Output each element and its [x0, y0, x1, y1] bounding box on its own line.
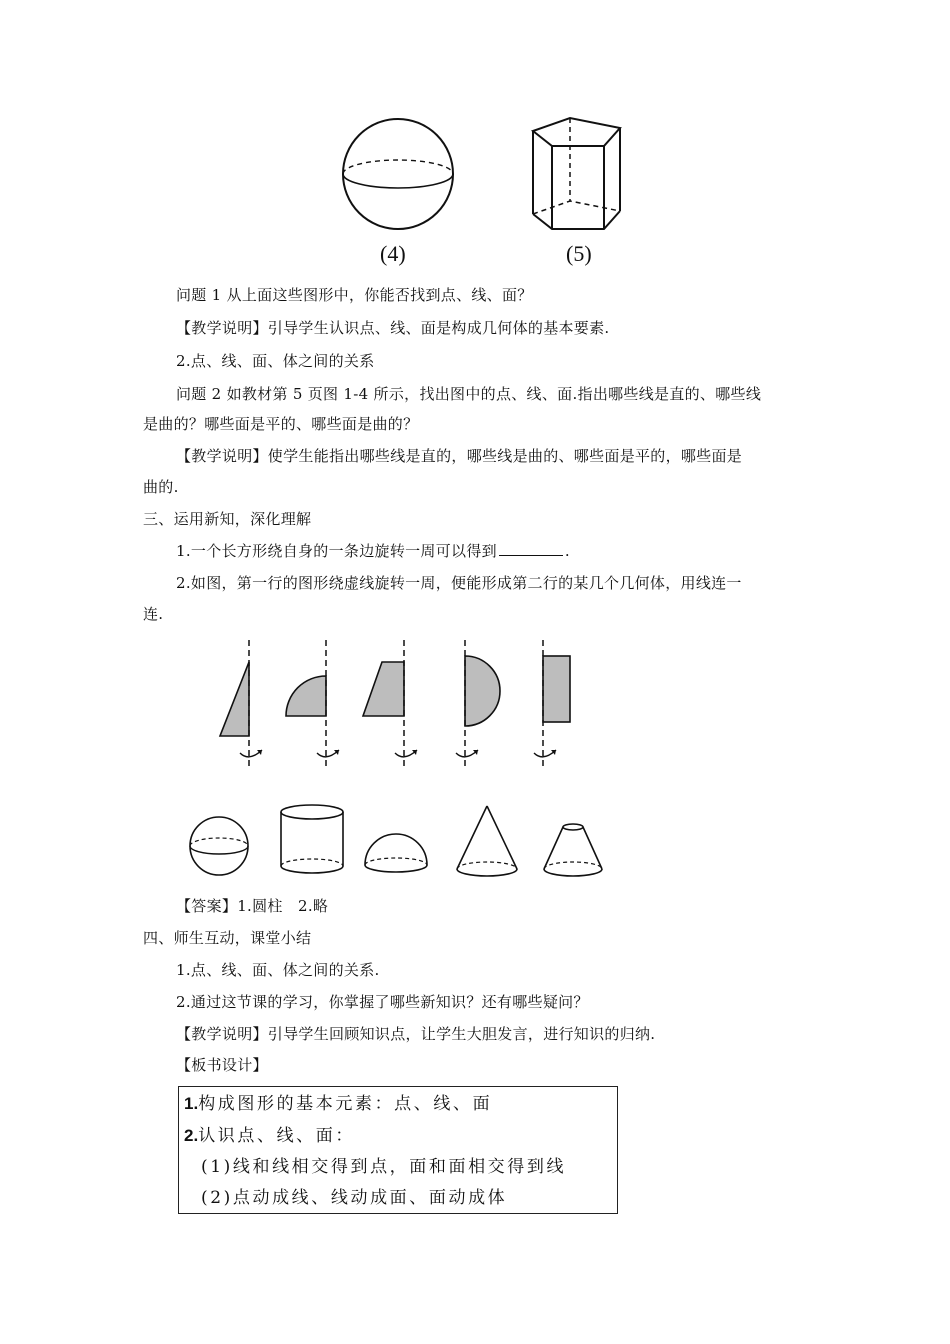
- rectangle-figure: [534, 640, 570, 766]
- figure-label-5: (5): [566, 241, 592, 266]
- board-line-1-text: 构成图形的基本元素：点、线、面: [198, 1094, 493, 1114]
- exercise-1-end: .: [564, 542, 570, 560]
- exercise-2-line-1: 2.如图，第一行的图形绕虚线旋转一周，便能形成第二行的某几个几何体，用线连一: [176, 574, 742, 592]
- cone: [457, 806, 517, 876]
- board-line-1-number: 1.: [184, 1094, 199, 1113]
- summary-1: 1.点、线、面、体之间的关系.: [176, 961, 380, 979]
- question-2-line-2: 是曲的？哪些面是平的、哪些面是曲的？: [143, 415, 419, 433]
- solids-row: [185, 803, 605, 883]
- teaching-note-2-line-2: 曲的.: [143, 478, 179, 496]
- trapezoid-figure: [363, 640, 417, 766]
- section-2-heading: 2.点、线、面、体之间的关系: [176, 352, 375, 370]
- board-design-title: 【板书设计】: [176, 1056, 268, 1074]
- teaching-note-1: 【教学说明】引导学生认识点、线、面是构成几何体的基本要素.: [176, 319, 610, 337]
- prism-figure: [530, 116, 625, 236]
- board-line-2: [184, 1124, 355, 1148]
- hemisphere: [365, 834, 427, 872]
- teaching-note-2-line-1: 【教学说明】使学生能指出哪些线是直的，哪些线是曲的、哪些面是平的，哪些面是: [176, 447, 743, 465]
- summary-2: 2.通过这节课的学习，你掌握了哪些新知识？还有哪些疑问？: [176, 993, 589, 1011]
- figure-label-4: (4): [380, 241, 406, 266]
- exercise-1: [176, 541, 570, 561]
- answer: 【答案】1.圆柱 2.略: [176, 897, 329, 915]
- triangle-figure: [220, 640, 262, 766]
- question-2-line-1: 问题 2 如教材第 5 页图 1-4 所示，找出图中的点、线、面.指出哪些线是直的、哪些线: [176, 385, 762, 403]
- board-line-4: (2)点动成线、线动成面、面动成体: [201, 1188, 508, 1208]
- board-design-box: [178, 1086, 618, 1214]
- exercise-1-text: 1.一个长方形绕自身的一条边旋转一周可以得到: [176, 542, 497, 560]
- answer-blank[interactable]: [499, 541, 563, 556]
- small-sphere: [190, 817, 248, 875]
- semicircle-figure: [456, 640, 500, 766]
- board-line-3: (1)线和线相交得到点，面和面相交得到线: [201, 1157, 567, 1177]
- teaching-note-3: 【教学说明】引导学生回顾知识点，让学生大胆发言，进行知识的归纳.: [176, 1025, 656, 1043]
- sphere-figure: [340, 118, 460, 234]
- quarter-circle-figure: [286, 640, 339, 766]
- board-line-1: [184, 1092, 492, 1116]
- question-1: 问题 1 从上面这些图形中，你能否找到点、线、面？: [176, 286, 533, 304]
- board-line-2-number: 2.: [184, 1126, 199, 1145]
- part-3-heading: 三、运用新知，深化理解: [143, 510, 312, 528]
- frustum: [544, 824, 602, 876]
- exercise-2-line-2: 连.: [143, 605, 164, 623]
- part-4-heading: 四、师生互动，课堂小结: [143, 929, 312, 947]
- rotating-figures-row: [200, 636, 600, 771]
- board-line-2-text: 认识点、线、面：: [198, 1126, 355, 1146]
- cylinder: [281, 805, 343, 873]
